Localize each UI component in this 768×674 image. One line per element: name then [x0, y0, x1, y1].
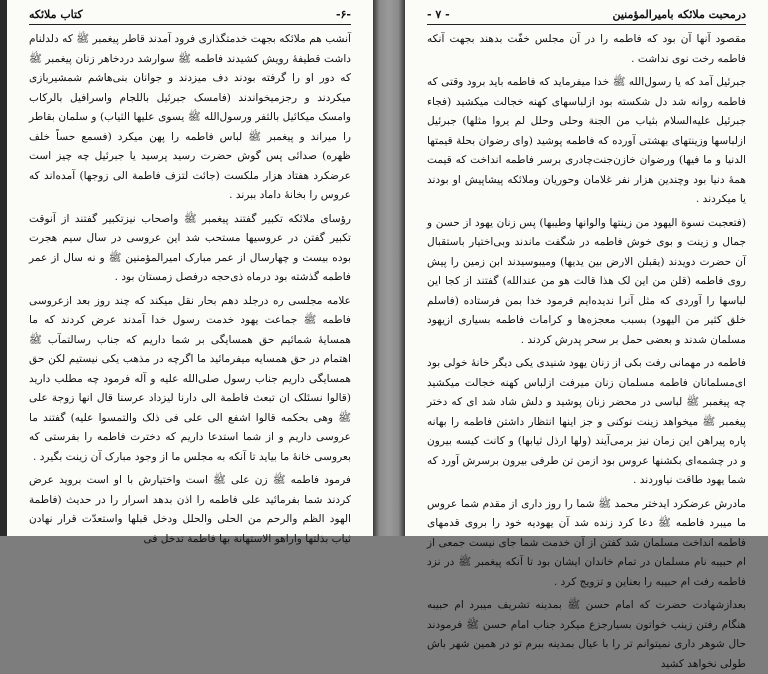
paragraph: علامه مجلسی ره درجلد دهم بحار نقل میکند که چند روز بعد ازعروسی فاطمه ﷺ جماعت یهود خدمت رسول خدا آمدند عرض کردند که ما همسایهٔ شمائیم حق همسایگی بر شما داریم که جناب رسالتمآب ﷺ اهتمام در حق همسایه میفرمائید ما اگرچه در مذهب یکی نیستیم لکن حق همسایگی داریم جناب رسول صلی‌الله علیه و آله فرمود چه مطلب دارید (قالوا نسئلک ان تبعث فاطمة الی دارنا لیزداد عرسنا قال انها زوجة علی ﷺ وهی بحکمه قالوا اشفع الی علی فی ذلک والتمسوا علیه) گفتند ما عروسی داریم و از شما استدعا داریم که دخترت فاطمه را بفرستی که بعروسی خانهٔ ما بیاید تا آنکه به مجلس ما از وجود مبارک آن زینت بگیرد .: [29, 294, 351, 463]
paragraph: فرمود فاطمه ﷺ زن علی ﷺ است واختیارش با او است بروید عرض کردند شما بفرمائید علی فاطمه را اذن بدهد اسرار را در حدیث (فاطمة الهود الظم والرحم من الحلی والحلل ودخل قبلها واستعدّت قرار نهادن ثیاب بذلتها واراهو الاستهانة بها فاطمة تدخل فی: [29, 474, 351, 545]
left-running-title: کتاب ملائکه: [29, 8, 83, 21]
book-gutter: [373, 0, 405, 536]
scan-left-edge: [0, 0, 7, 536]
paragraph: رؤسای ملائکه تکبیر گفتند پیغمبر ﷺ واصحاب نیزتکبیر گفتند از آنوقت تکبیر گفتن در عروسیها مستحب شد این عروسی در سال سیم هجرت بوده بیست و چهارسال از عمر مبارک امیرالمؤمنین ﷺ و نه سال از عمر فاطمه گذشته بود درماه ذی‌حجه درفصل زمستان بود .: [29, 212, 351, 283]
left-page-number: -۶-: [335, 8, 351, 21]
right-running-head: [427, 8, 746, 25]
paragraph: (فتعجبت نسوة الیهود من زینتها والوانها وطیبها) پس زنان یهود از حسن و جمال و زینت و بوی خوش فاطمه در شگفت ماندند وبی‌اختیار باستقبال آن حضرت دویدند (یقبلن الارض بین یدیها) ومیبوسیدند ابن زمین را پیش روی فاطمه (قلن من این لک هذا قالت هو من عندالله) گفتند از کجا این لباسها را آوردی که مثل آنرا ندیده‌ایم فرمود خدا بمن فرستاده (فاسلم خلق کثیر من الیهود) بسبب معجزه‌ها و کرامات فاطمه بسیاری ازیهود مسلمان شدند و بعضی حمل بر سحر پدرش کردند .: [427, 216, 746, 346]
right-page-number: - ۷ -: [427, 8, 450, 21]
right-running-title: درمحبت ملائکه بامیرالمؤمنین: [612, 8, 746, 21]
right-body-text: [427, 30, 746, 674]
right-page: [405, 0, 768, 670]
paragraph: فاطمه در مهمانی رفت بکی از زنان یهود شنیدی یکی دیگر خانهٔ خولی بود ای‌مسلمانان فاطمه مسلمان زنان میرفت ازلباس کهنه خجالت میکشید چه پیغمبر ﷺ لباسی در محضر زنان پوشید و دلش شاد شد ای که دختر پیغمبر ﷺ میخواهد زینت نوکنی و جز اینها انتظار داشتن فاطمه را بهانه پاره پیراهن این زمان نیز برمی‌آیند (ولها ارذل ثیابها) و کانت کیسه بیرون و در چشمه‌ای بکشنها عروس بود ازمن تن طرفی بیرون برسرش آورد که شما یهود طاقت نیاوردند .: [427, 357, 746, 486]
left-page: [7, 0, 373, 545]
paragraph: مقصود آنها آن بود که فاطمه را در آن مجلس خفّت بدهند بجهت آنکه فاطمه رخت نوی نداشت .: [427, 33, 746, 65]
left-body-text: [29, 30, 351, 549]
left-running-head: [29, 8, 351, 25]
paragraph: مادرش عرضکرد ایدختر محمد ﷺ شما را روز داری از مقدم شما عروس ما میبرد فاطمه ﷺ دعا کرد زنده شد آن یهودیه خود را بروی قدمهای فاطمه انداخت مسلمان شد کفتن از آن خدمت شما جای نیست جمعی از ام حبیبه نام مسلمان در تمام خاندان ایشان بود تا آنکه پیغمبر ﷺ در نزد فاطمه رفت ام حبیبه را بعناین و تزویج کرد .: [427, 497, 746, 588]
paragraph: آنشب هم ملائکه بجهت خدمتگذاری فرود آمدند قاطر پیغمبر ﷺ که دلدلنام داشت قطیفهٔ رویش کشیدند فاطمه ﷺ سوارشد دردخاهر زنان پیغمبر ﷺ که دور او را گرفته بودند دف میزدند و جوانان بنی‌هاشم شمشیربازی میکردند و رجزمیخواندند (فامسک جبرئیل باللجام واسرافیل بالرکاب وامسک میکائیل بالثفر ورسول‌الله ﷺ یسوی علیها الثیاب) و سلمان بقاطر را میراند و پیغمبر ﷺ لباس فاطمه را پهن میکرد (فسمع حساً خلف ظهره) صدائی پس گوش حضرت رسید پرسید یا جبرئیل چه چیز است عرضکرد هفتاد هزار ملکست (جائت لتزف فاطمة الی زوجها) آمده‌اند که عروس را بخانهٔ داماد ببرند .: [29, 33, 351, 201]
paragraph: بعدازشهادت حضرت که امام حسن ﷺ بمدینه تشریف میبرد ام حبیبه هنگام رفتن زینب خواتون بسیارجزع میکرد جناب امام حسن ﷺ فرمودند حال شوهر داری نمیتوانم تر را با عیال بمدینه ببرم تو در همین شهر باش طولی نخواهد کشید: [427, 599, 746, 670]
paragraph: جبرئیل آمد که یا رسول‌الله ﷺ خدا میفرماید که فاطمه باید برود وقتی که فاطمه روانه شد دل شکسته بود ازلباسهای کهنه خجالت میکشید (فجاء جبرئیل علیه‌السلام بثیاب من الجنة وحلی وحلل لم یروا مثلها) جبرئیل ازلباسها وزینتهای بهشتی آورده که فاطمه پوشید (وای رضوان بحلة قیمتها الدنیا و ما فیها) ورضوان خازن‌جنت‌چادری برسر فاطمه انداخت که قیمت همهٔ دنیا بود وچندین هزار نفر غلامان وحوریان وملائکه پیشاپیش او بودند یا میکردند .: [427, 76, 746, 205]
